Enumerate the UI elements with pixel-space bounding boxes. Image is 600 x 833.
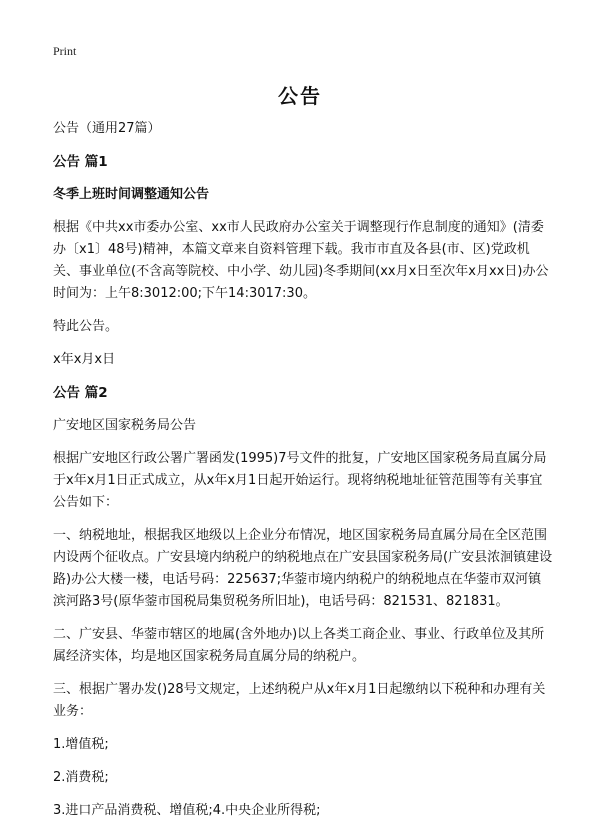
list-item: 3.进口产品消费税、增值税;4.中央企业所得税; — [53, 803, 321, 818]
paragraph: 特此公告。 — [53, 319, 119, 334]
page-title: 公告 — [278, 84, 322, 108]
section-heading-1: 公告 篇1 — [53, 154, 108, 170]
paragraph-date: x年x月x日 — [53, 352, 116, 367]
list-item: 1.增值税; — [53, 737, 109, 752]
paragraph: 二、广安县、华蓥市辖区的地属(含外地办)以上各类工商企业、事业、行政单位及其所属经济实体，均是地区国家税务局直属分局的纳税户。 — [53, 627, 545, 664]
paragraph: 根据《中共xx市委办公室、xx市人民政府办公室关于调整现行作息制度的通知》(清委办〔x1〕48号)精神，本篇文章来自资料管理下载。我市市直及各县(市、区)党政机关、事业单位(不含高等院校、中小学、幼儿园)冬季期间(xx月x日至次年x月xx日)办公时间为：上午8:3012:00;下午14:3017:30。 — [53, 220, 549, 301]
paragraph: 三、根据广署办发()28号文规定，上述纳税户从x年x月1日起缴纳以下税种和办理有关业务： — [53, 682, 546, 719]
article-body — [53, 118, 553, 833]
print-link[interactable]: Print — [53, 44, 77, 58]
paragraph: 一、纳税地址，根据我区地级以上企业分布情况，地区国家税务局直属分局在全区范围内设两个征收点。广安县境内纳税户的纳税地点在广安县国家税务局(广安县浓洄镇建设路)办公大楼一楼，电话号码：225637;华蓥市境内纳税户的纳税地点在华蓥市双河镇滨河路3号(原华蓥市国税局集贸税务所旧址)，电话号码：821531、821831。 — [53, 528, 553, 609]
notice-title: 冬季上班时间调整通知公告 — [53, 187, 210, 202]
article-subtitle: 公告（通用27篇） — [53, 121, 161, 136]
section-heading-2: 公告 篇2 — [53, 385, 108, 401]
list-item: 2.消费税; — [53, 770, 109, 785]
paragraph: 根据广安地区行政公署广署函发(1995)7号文件的批复，广安地区国家税务局直属分局于x年x月1日正式成立，从x年x月1日起开始运行。现将纳税地址征管范围等有关事宜公告如下： — [53, 451, 547, 510]
paragraph: 广安地区国家税务局公告 — [53, 418, 197, 433]
